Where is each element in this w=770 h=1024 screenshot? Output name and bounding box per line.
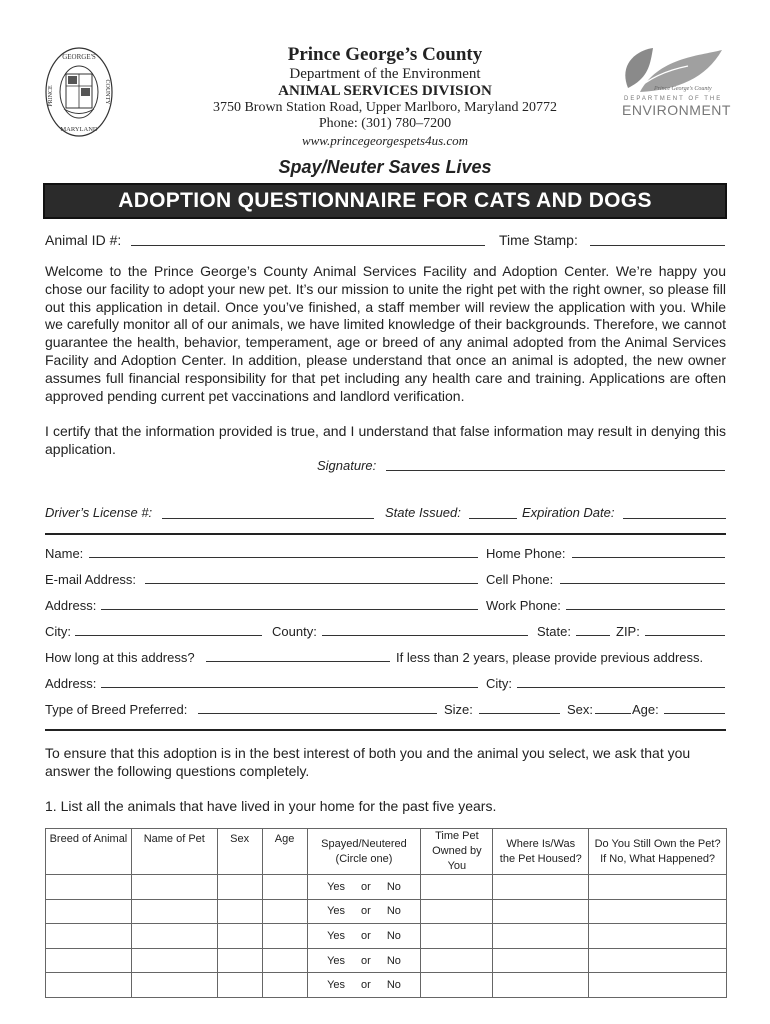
table-cell[interactable] bbox=[421, 924, 493, 949]
table-cell[interactable] bbox=[131, 973, 217, 998]
header-sex: Sex bbox=[217, 829, 262, 875]
size-input[interactable] bbox=[479, 713, 560, 714]
age-input[interactable] bbox=[664, 713, 725, 714]
table-row bbox=[46, 948, 727, 973]
table-cell[interactable] bbox=[493, 948, 589, 973]
table-cell[interactable] bbox=[217, 973, 262, 998]
ensure-paragraph: To ensure that this adoption is in the best interest of both you and the animal you select, we ask that you answer the following questions completely. bbox=[45, 745, 691, 779]
spayed-circle-choice[interactable] bbox=[307, 875, 421, 900]
expiration-date-label: Expiration Date: bbox=[522, 505, 615, 520]
logo-dept-text: DEPARTMENT OF THE bbox=[624, 96, 723, 102]
table-row bbox=[46, 924, 727, 949]
tagline: Spay/Neuter Saves Lives bbox=[278, 157, 492, 177]
table-cell[interactable] bbox=[131, 924, 217, 949]
header-age: Age bbox=[262, 829, 307, 875]
yes-option[interactable]: Yes bbox=[327, 954, 346, 967]
table-cell[interactable] bbox=[46, 899, 132, 924]
work-phone-input[interactable] bbox=[566, 609, 725, 610]
signature-label: Signature: bbox=[317, 458, 377, 473]
phone-line: Phone: (301) 780–7200 bbox=[318, 116, 452, 131]
yes-option[interactable]: Yes bbox=[327, 880, 346, 893]
table-cell[interactable] bbox=[262, 875, 307, 900]
logo-environment-text: ENVIRONMENT bbox=[622, 102, 731, 118]
table-header-row bbox=[46, 829, 727, 875]
logo-county-text: Prince George's County bbox=[654, 86, 712, 92]
section-divider-2 bbox=[45, 729, 726, 731]
no-option[interactable]: No bbox=[386, 929, 401, 942]
county-input[interactable] bbox=[322, 635, 528, 636]
table-cell[interactable] bbox=[131, 948, 217, 973]
table-cell[interactable] bbox=[46, 973, 132, 998]
table-row bbox=[46, 899, 727, 924]
table-cell[interactable] bbox=[493, 875, 589, 900]
yes-option[interactable]: Yes bbox=[327, 905, 346, 918]
table-cell[interactable] bbox=[262, 948, 307, 973]
seal-bottom-text: MARYLAND bbox=[60, 126, 98, 133]
header-housed: Where Is/Was the Pet Housed? bbox=[493, 829, 589, 875]
spayed-circle-choice[interactable] bbox=[307, 948, 421, 973]
header-still-own: Do You Still Own the Pet? If No, What Happened? bbox=[589, 829, 727, 875]
table-cell[interactable] bbox=[421, 948, 493, 973]
previous-address-input[interactable] bbox=[101, 687, 478, 688]
expiration-date-input[interactable] bbox=[623, 518, 726, 519]
city-input[interactable] bbox=[75, 635, 262, 636]
header-name: Name of Pet bbox=[131, 829, 217, 875]
table-cell[interactable] bbox=[589, 899, 727, 924]
header-spayed: Spayed/Neutered (Circle one) bbox=[307, 829, 421, 875]
or-text: or bbox=[361, 929, 371, 942]
home-phone-label: Home Phone: bbox=[486, 546, 566, 561]
table-cell[interactable] bbox=[589, 948, 727, 973]
table-cell[interactable] bbox=[46, 924, 132, 949]
size-label: Size: bbox=[444, 702, 473, 717]
breed-input[interactable] bbox=[198, 713, 437, 714]
seal-top-text: GEORGE'S bbox=[62, 53, 96, 61]
name-label: Name: bbox=[45, 546, 84, 561]
zip-input[interactable] bbox=[645, 635, 725, 636]
table-cell[interactable] bbox=[262, 899, 307, 924]
age-label: Age: bbox=[632, 702, 659, 717]
table-cell[interactable] bbox=[421, 875, 493, 900]
yes-option[interactable]: Yes bbox=[327, 929, 346, 942]
cell-phone-label: Cell Phone: bbox=[486, 572, 554, 587]
county-label: County: bbox=[272, 624, 317, 639]
division-name: ANIMAL SERVICES DIVISION bbox=[278, 83, 492, 99]
yes-option[interactable]: Yes bbox=[327, 979, 346, 992]
time-stamp-input[interactable] bbox=[590, 245, 725, 246]
seal-right-text: COUNTY bbox=[104, 79, 110, 105]
or-text: or bbox=[361, 880, 371, 893]
table-row bbox=[46, 973, 727, 998]
table-cell[interactable] bbox=[217, 924, 262, 949]
state-input[interactable] bbox=[576, 635, 610, 636]
no-option[interactable]: No bbox=[386, 905, 401, 918]
county-name: Prince George’s County bbox=[287, 44, 483, 65]
cell-phone-input[interactable] bbox=[560, 583, 725, 584]
environment-logo bbox=[618, 48, 731, 120]
table-cell[interactable] bbox=[493, 899, 589, 924]
previous-city-input[interactable] bbox=[517, 687, 725, 688]
sex-input[interactable] bbox=[595, 713, 631, 714]
table-cell[interactable] bbox=[46, 948, 132, 973]
address-input[interactable] bbox=[101, 609, 478, 610]
signature-input[interactable] bbox=[386, 470, 725, 471]
city-label: City: bbox=[45, 624, 71, 639]
table-cell[interactable] bbox=[217, 948, 262, 973]
seal-left-text: PRINCE bbox=[48, 85, 54, 107]
table-cell[interactable] bbox=[589, 973, 727, 998]
form-title: ADOPTION QUESTIONNAIRE FOR CATS AND DOGS bbox=[45, 185, 725, 217]
drivers-license-label: Driver’s License #: bbox=[45, 505, 153, 520]
table-cell[interactable] bbox=[262, 924, 307, 949]
time-stamp-label: Time Stamp: bbox=[499, 232, 578, 248]
spayed-circle-choice[interactable] bbox=[307, 899, 421, 924]
header-breed: Breed of Animal bbox=[46, 829, 132, 875]
table-cell[interactable] bbox=[589, 875, 727, 900]
header-block bbox=[170, 44, 600, 178]
state-label: State: bbox=[537, 624, 571, 639]
header-time-owned: Time Pet Owned by You bbox=[421, 829, 493, 875]
table-cell[interactable] bbox=[217, 875, 262, 900]
welcome-paragraph: Welcome to the Prince George’s County Animal Services Facility and Adoption Center. We’re happy you chose our facility to adopt your new pet. It’s our mission to unite the right pet with the right owner, so please fill out this application in detail. Once you’ve finished, a staff member will review the application with you. While we carefully monitor all of our animals, we have limited knowledge of their backgrounds. Therefore, we cannot guarantee the health, behavior, temperament, age or breed of any animal adopted from the Animal Services Facility and Adoption Center. In addition, please understand that once an animal is adopted, the new owner assumes full financial responsibility for that pet including any health care and training. Applications are often approved pending current pet vaccinations and landlord verification. bbox=[45, 263, 726, 404]
pets-history-table bbox=[45, 828, 727, 998]
email-label: E-mail Address: bbox=[45, 572, 137, 587]
address-label: Address: bbox=[45, 598, 97, 613]
no-option[interactable]: No bbox=[386, 979, 401, 992]
table-cell[interactable] bbox=[262, 973, 307, 998]
table-cell[interactable] bbox=[589, 924, 727, 949]
table-row bbox=[46, 875, 727, 900]
how-long-input[interactable] bbox=[206, 661, 390, 662]
spayed-circle-choice[interactable] bbox=[307, 973, 421, 998]
table-cell[interactable] bbox=[131, 875, 217, 900]
county-seal bbox=[44, 46, 114, 138]
address-line: 3750 Brown Station Road, Upper Marlboro, Maryland 20772 bbox=[212, 100, 558, 115]
animal-id-label: Animal ID #: bbox=[45, 232, 122, 248]
breed-label: Type of Breed Preferred: bbox=[45, 702, 188, 717]
or-text: or bbox=[361, 905, 371, 918]
table-cell[interactable] bbox=[493, 924, 589, 949]
previous-address-note: If less than 2 years, please provide previous address. bbox=[396, 650, 704, 665]
table-cell[interactable] bbox=[46, 875, 132, 900]
how-long-label: How long at this address? bbox=[45, 650, 195, 665]
spayed-circle-choice[interactable] bbox=[307, 924, 421, 949]
or-text: or bbox=[361, 979, 371, 992]
state-issued-input[interactable] bbox=[469, 518, 517, 519]
section-divider bbox=[45, 533, 726, 535]
previous-address-label: Address: bbox=[45, 676, 97, 691]
table-cell[interactable] bbox=[131, 899, 217, 924]
email-input[interactable] bbox=[145, 583, 478, 584]
table-cell[interactable] bbox=[217, 899, 262, 924]
question-1: 1. List all the animals that have lived in your home for the past five years. bbox=[45, 798, 497, 814]
zip-label: ZIP: bbox=[616, 624, 640, 639]
table-cell[interactable] bbox=[421, 973, 493, 998]
no-option[interactable]: No bbox=[386, 880, 401, 893]
drivers-license-input[interactable] bbox=[162, 518, 374, 519]
state-issued-label: State Issued: bbox=[385, 505, 461, 520]
table-cell[interactable] bbox=[493, 973, 589, 998]
animal-id-input[interactable] bbox=[131, 245, 485, 246]
website-link[interactable]: www.princegeorgespets4us.com bbox=[301, 133, 469, 148]
department-name: Department of the Environment bbox=[289, 66, 481, 82]
previous-city-label: City: bbox=[486, 676, 512, 691]
certify-paragraph: I certify that the information provided is true, and I understand that false information may result in denying this application. bbox=[45, 423, 726, 457]
name-input[interactable] bbox=[89, 557, 478, 558]
sex-label: Sex: bbox=[567, 702, 594, 717]
table-cell[interactable] bbox=[421, 899, 493, 924]
work-phone-label: Work Phone: bbox=[486, 598, 561, 613]
home-phone-input[interactable] bbox=[572, 557, 725, 558]
or-text: or bbox=[361, 954, 371, 967]
no-option[interactable]: No bbox=[386, 954, 401, 967]
